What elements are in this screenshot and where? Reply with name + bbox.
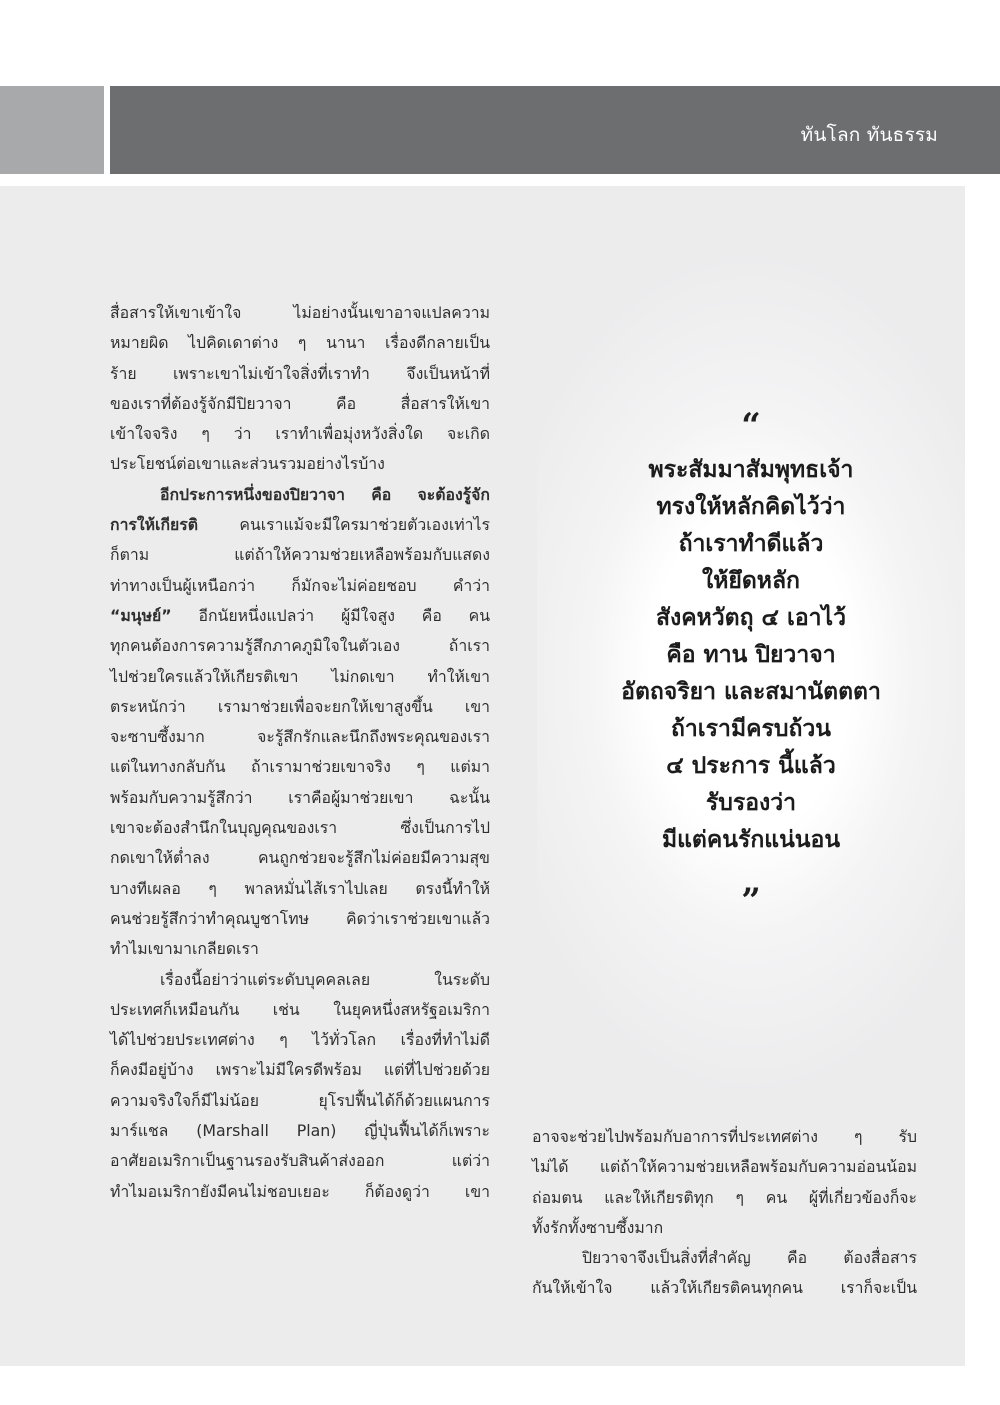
text-line: อาจจะช่วยไปพร้อมกับอาการที่ประเทศต่าง ๆ รับ — [532, 1127, 917, 1146]
text-line: ของเราที่ต้องรู้จักมีปิยวาจา คือ สื่อสารให้เขา — [110, 393, 490, 413]
body-text-left-column — [110, 298, 490, 1207]
text-line: กดเขาให้ต่ำลง คนถูกช่วยจะรู้สึกไม่ค่อยมีความสุข — [110, 848, 490, 868]
text-line: สื่อสารให้เขาเข้าใจ ไม่อย่างนั้นเขาอาจแปลความ — [110, 303, 490, 322]
header-accent-block — [0, 86, 104, 174]
quote-line: พระสัมมาสัมพุทธเจ้า — [648, 457, 854, 483]
text-line: ไปช่วยใครแล้วให้เกียรติเขา ไม่กดเขา ทำให้เขา — [110, 666, 490, 686]
text-line: ได้ไปช่วยประเทศต่าง ๆ ไว้ทั่วโลก เรื่องที่ทำไม่ดี — [110, 1030, 490, 1050]
bold-phrase: การให้เกียรติ — [110, 515, 199, 535]
text-run: อีกนัยหนึ่งแปลว่า ผู้มีใจสูง คือ คน — [171, 605, 490, 625]
text-line: ประเทศก็เหมือนกัน เช่น ในยุคหนึ่งสหรัฐอเมริกา — [110, 999, 490, 1019]
pull-quote-text — [537, 452, 965, 859]
text-line: ไม่ได้ แต่ถ้าให้ความช่วยเหลือพร้อมกับความอ่อนน้อม — [532, 1157, 917, 1177]
text-line: ถ่อมตน และให้เกียรติทุก ๆ คน ผู้ที่เกี่ยวข้องก็จะ — [532, 1187, 917, 1207]
text-line: ทำไมเขามาเกลียดเรา — [110, 939, 259, 959]
quote-line: ให้ยึดหลัก — [702, 568, 800, 594]
quote-line: อัตถจริยา และสมานัตตตา — [621, 679, 881, 705]
quote-line: ถ้าเราทำดีแล้ว — [678, 531, 824, 557]
text-line: ท่าทางเป็นผู้เหนือกว่า ก็มักจะไม่ค่อยชอบ คำว่า — [110, 575, 490, 595]
text-line: หมายผิด ไปคิดเดาต่าง ๆ นานา เรื่องดีกลายเป็น — [110, 333, 490, 353]
text-line-bold: อีกประการหนึ่งของปิยวาจา คือ จะต้องรู้จัก — [160, 484, 490, 504]
text-line-mixed — [110, 601, 490, 631]
quote-line: ถ้าเรามีครบถ้วน — [670, 716, 832, 742]
bold-phrase: “มนุษย์” — [110, 605, 172, 625]
text-line: ทุกคนต้องการความรู้สึกภาคภูมิใจในตัวเอง ถ้าเรา — [110, 636, 490, 656]
text-line: มาร์แชล (Marshall Plan) ญี่ปุ่นฟื้นได้ก็เพราะ — [110, 1121, 490, 1141]
body-text-right-column — [532, 1122, 917, 1304]
quote-line: ทรงให้หลักคิดไว้ว่า — [656, 494, 846, 520]
text-line: ทั้งรักทั้งซาบซึ้งมาก — [532, 1217, 664, 1237]
quote-line: มีแต่คนรักแน่นอน — [661, 827, 841, 853]
text-line: ปิยวาจาจึงเป็นสิ่งที่สำคัญ คือ ต้องสื่อสาร — [582, 1248, 917, 1268]
pull-quote-panel — [537, 186, 965, 1106]
quote-line: คือ ทาน ปิยวาจา — [666, 642, 836, 668]
text-line: พร้อมกับความรู้สึกว่า เราคือผู้มาช่วยเขา ฉะนั้น — [110, 787, 490, 807]
text-line: ร้าย เพราะเขาไม่เข้าใจสิ่งที่เราทำ จึงเป็นหน้าที่ — [110, 363, 490, 383]
text-line: ความจริงใจก็มีไม่น้อย ยุโรปฟื้นได้ก็ด้วยแผนการ — [110, 1090, 490, 1110]
text-line: ก็ตาม แต่ถ้าให้ความช่วยเหลือพร้อมกับแสดง — [110, 545, 490, 565]
text-line: เรื่องนี้อย่าว่าแต่ระดับบุคคลเลย ในระดับ — [160, 969, 490, 989]
text-run: คนเราแม้จะมีใครมาช่วยตัวเองเท่าไร — [198, 515, 490, 535]
text-line: อาศัยอเมริกาเป็นฐานรองรับสินค้าส่งออก แต่ว่า — [110, 1151, 490, 1171]
text-line-mixed — [110, 510, 490, 540]
header-bar — [110, 86, 1000, 174]
header-title: ทันโลก ทันธรรม — [800, 124, 938, 146]
text-line: ตระหนักว่า เรามาช่วยเพื่อจะยกให้เขาสูงขึ้น เขา — [110, 696, 490, 716]
text-line: ทำไมอเมริกายังมีคนไม่ชอบเยอะ ก็ต้องดูว่า เขา — [110, 1181, 490, 1201]
text-line: กันให้เข้าใจ แล้วให้เกียรติคนทุกคน เราก็จะเป็น — [532, 1278, 917, 1298]
open-quote-mark: “ — [741, 406, 761, 446]
text-line: แต่ในทางกลับกัน ถ้าเรามาช่วยเขาจริง ๆ แต่มา — [110, 757, 490, 777]
close-quote-mark: ” — [741, 881, 761, 921]
text-line: คนช่วยรู้สึกว่าทำคุณบูชาโทษ คิดว่าเราช่วยเขาแล้ว — [110, 908, 490, 928]
quote-line: สังคหวัตถุ ๔ เอาไว้ — [655, 605, 847, 631]
text-line: เข้าใจจริง ๆ ว่า เราทำเพื่อมุ่งหวังสิ่งใด จะเกิด — [110, 424, 490, 444]
text-line: ประโยชน์ต่อเขาและส่วนรวมอย่างไรบ้าง — [110, 454, 385, 474]
text-line: เขาจะต้องสำนึกในบุญคุณของเรา ซึ่งเป็นการไป — [110, 818, 490, 838]
quote-line: รับรองว่า — [705, 790, 797, 816]
text-line: บางทีเผลอ ๆ พาลหมั่นไส้เราไปเลย ตรงนี้ทำให้ — [110, 878, 490, 898]
quote-line: ๔ ประการ นี้แล้ว — [666, 753, 836, 779]
text-line: จะซาบซึ้งมาก จะรู้สึกรักและนึกถึงพระคุณของเรา — [110, 727, 490, 747]
text-line: ก็คงมีอยู่บ้าง เพราะไม่มีใครดีพร้อม แต่ที่ไปช่วยด้วย — [110, 1060, 490, 1080]
